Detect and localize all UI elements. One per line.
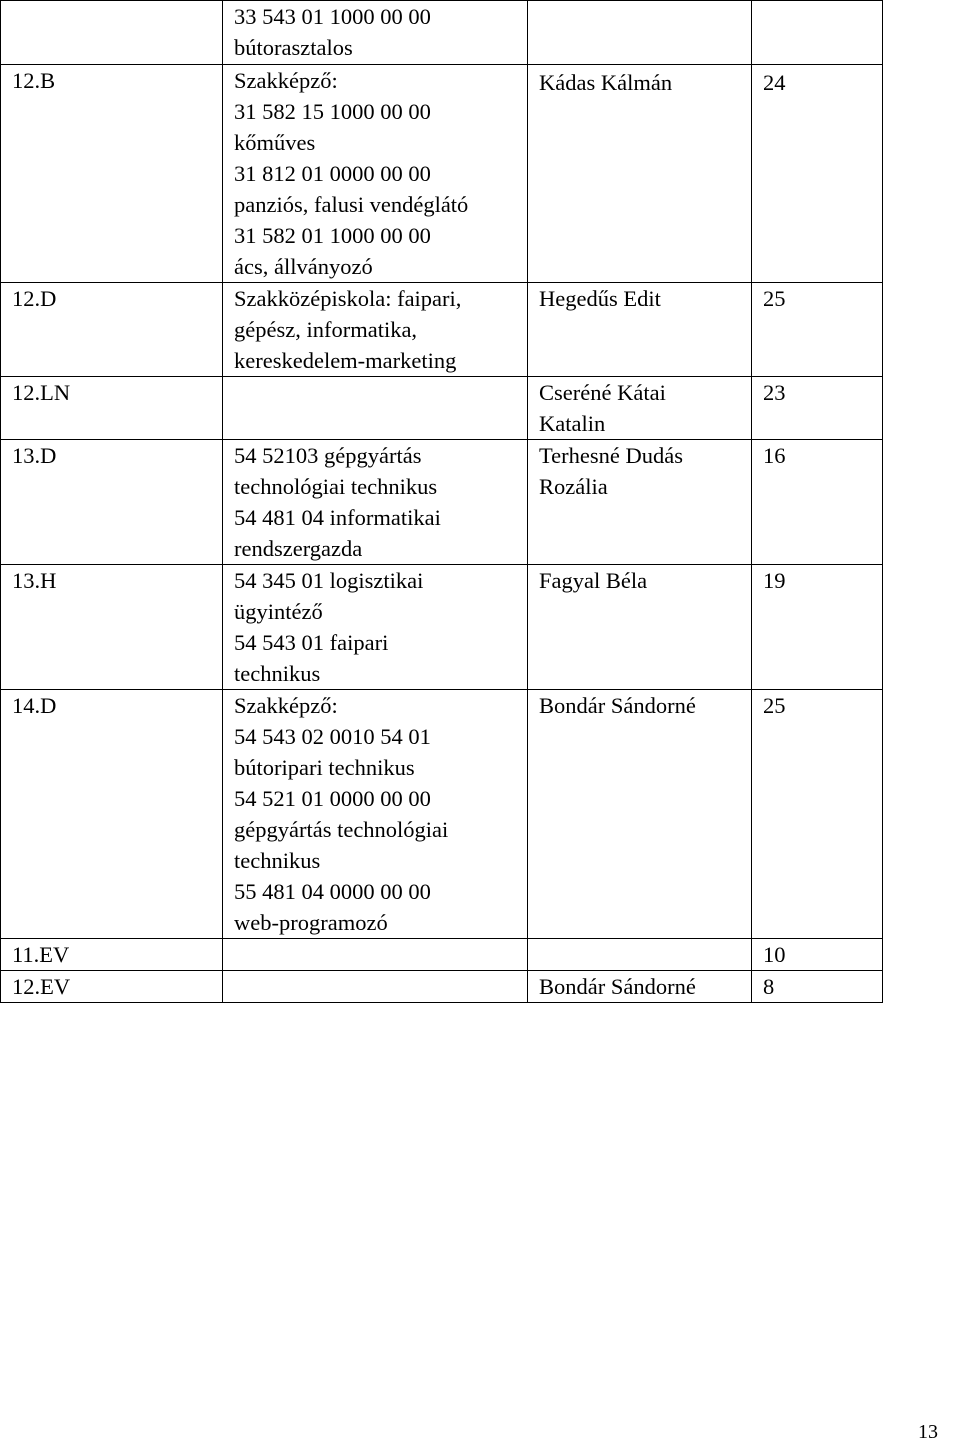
- program-cell: [223, 971, 528, 1003]
- class-cell: [1, 377, 223, 440]
- teacher-cell: [528, 939, 752, 971]
- count-cell: [752, 377, 883, 440]
- table-row: [1, 1, 883, 65]
- program-line: 33 543 01 1000 00 00: [234, 4, 431, 29]
- class-cell: [1, 65, 223, 283]
- teacher-name: Terhesné Dudás: [539, 443, 683, 468]
- student-count: 8: [763, 974, 775, 999]
- count-cell: [752, 65, 883, 283]
- teacher-cell: [528, 440, 752, 565]
- count-cell: [752, 971, 883, 1003]
- table-row: [1, 283, 883, 377]
- count-cell: [752, 939, 883, 971]
- program-line: bútorasztalos: [234, 35, 353, 60]
- program-line: technológiai technikus: [234, 474, 438, 499]
- teacher-cell: [528, 1, 752, 65]
- teacher-name: Hegedűs Edit: [539, 286, 661, 311]
- class-name: 12.B: [12, 68, 56, 93]
- class-cell: [1, 971, 223, 1003]
- count-cell: [752, 1, 883, 65]
- program-line: gépgyártás technológiai: [234, 817, 449, 842]
- student-count: 24: [763, 70, 786, 95]
- teacher-cell: [528, 283, 752, 377]
- teacher-cell: [528, 971, 752, 1003]
- program-line: kőműves: [234, 130, 316, 155]
- count-cell: [752, 283, 883, 377]
- program-cell: [223, 283, 528, 377]
- table-row: [1, 440, 883, 565]
- teacher-name: Bondár Sándorné: [539, 693, 696, 718]
- program-line: 54 521 01 0000 00 00: [234, 786, 431, 811]
- program-line: 31 582 01 1000 00 00: [234, 223, 431, 248]
- student-count: 23: [763, 380, 786, 405]
- program-cell: [223, 1, 528, 65]
- page-number: 13: [918, 1421, 938, 1443]
- count-cell: [752, 690, 883, 939]
- student-count: 10: [763, 942, 786, 967]
- teacher-cell: [528, 65, 752, 283]
- program-line: 54 52103 gépgyártás: [234, 443, 422, 468]
- teacher-name: Fagyal Béla: [539, 568, 648, 593]
- student-count: 25: [763, 693, 786, 718]
- count-cell: [752, 565, 883, 690]
- teacher-name: Katalin: [539, 411, 606, 436]
- program-line: rendszergazda: [234, 536, 363, 561]
- teacher-cell: [528, 690, 752, 939]
- teacher-name: Kádas Kálmán: [539, 70, 673, 95]
- table-row: [1, 565, 883, 690]
- teacher-name: Cseréné Kátai: [539, 380, 666, 405]
- program-cell: [223, 939, 528, 971]
- program-line: 54 345 01 logisztikai: [234, 568, 424, 593]
- class-name: 12.D: [12, 286, 57, 311]
- teacher-cell: [528, 565, 752, 690]
- student-count: 25: [763, 286, 786, 311]
- class-name: 13.D: [12, 443, 57, 468]
- class-name: 11.EV: [12, 942, 70, 967]
- class-cell: [1, 1, 223, 65]
- class-cell: [1, 283, 223, 377]
- program-line: Szakképző:: [234, 68, 338, 93]
- program-line: 54 481 04 informatikai: [234, 505, 441, 530]
- program-line: 54 543 02 0010 54 01: [234, 724, 431, 749]
- program-line: bútoripari technikus: [234, 755, 415, 780]
- program-line: Szakképző:: [234, 693, 338, 718]
- program-cell: [223, 377, 528, 440]
- class-name: 12.LN: [12, 380, 71, 405]
- program-line: technikus: [234, 848, 321, 873]
- program-line: web-programozó: [234, 910, 388, 935]
- program-line: gépész, informatika,: [234, 317, 418, 342]
- program-line: 31 812 01 0000 00 00: [234, 161, 431, 186]
- class-cell: [1, 440, 223, 565]
- table-row: [1, 377, 883, 440]
- table-row: [1, 65, 883, 283]
- class-name: 12.EV: [12, 974, 71, 999]
- table-row: [1, 971, 883, 1003]
- class-name: 13.H: [12, 568, 57, 593]
- program-cell: [223, 440, 528, 565]
- program-line: technikus: [234, 661, 321, 686]
- program-line: Szakközépiskola: faipari,: [234, 286, 462, 311]
- program-cell: [223, 565, 528, 690]
- teacher-cell: [528, 377, 752, 440]
- student-count: 16: [763, 443, 786, 468]
- program-line: ács, állványozó: [234, 254, 373, 279]
- teacher-name: Bondár Sándorné: [539, 974, 696, 999]
- class-cell: [1, 690, 223, 939]
- program-cell: [223, 65, 528, 283]
- teacher-name: Rozália: [539, 474, 608, 499]
- class-cell: [1, 939, 223, 971]
- count-cell: [752, 440, 883, 565]
- student-count: 19: [763, 568, 786, 593]
- program-line: kereskedelem-marketing: [234, 348, 457, 373]
- table-row: [1, 690, 883, 939]
- program-line: 54 543 01 faipari: [234, 630, 389, 655]
- class-name: 14.D: [12, 693, 57, 718]
- program-cell: [223, 690, 528, 939]
- class-cell: [1, 565, 223, 690]
- table-row: [1, 939, 883, 971]
- program-line: 55 481 04 0000 00 00: [234, 879, 431, 904]
- program-line: panziós, falusi vendéglátó: [234, 192, 469, 217]
- program-line: 31 582 15 1000 00 00: [234, 99, 431, 124]
- program-line: ügyintéző: [234, 599, 323, 624]
